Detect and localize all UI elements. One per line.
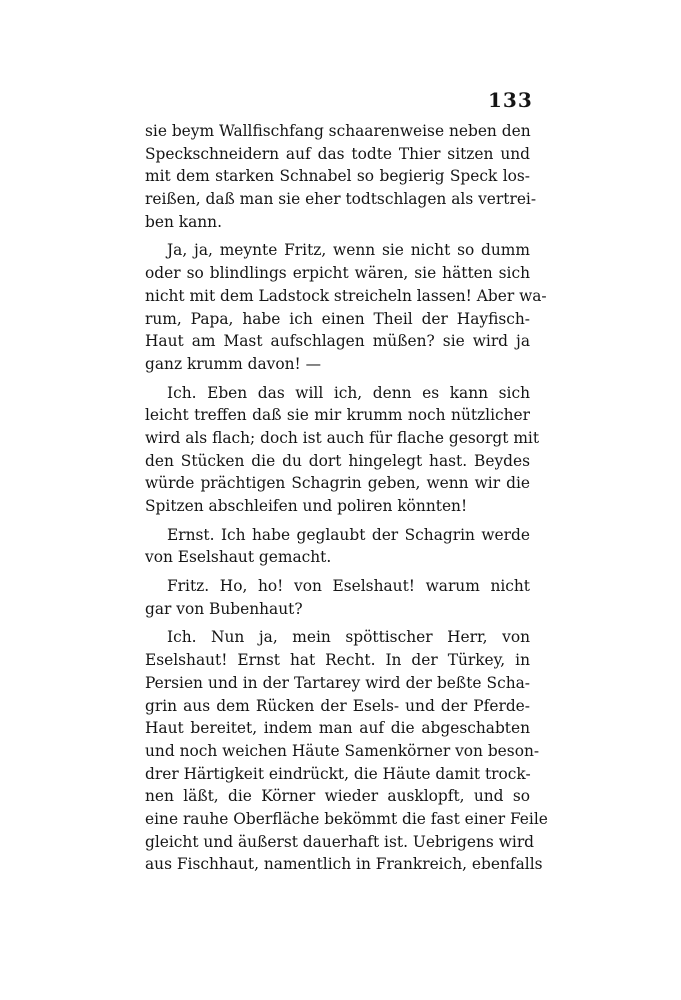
text-line: von Eselshaut gemacht. (145, 548, 332, 567)
text-line: sie beym Wallfischfang schaarenweise neben den (145, 122, 531, 140)
text-line: ganz krumm davon! — (145, 354, 321, 373)
text-line: mit dem starken Schnabel so begierig Speck los- (145, 167, 530, 186)
text-line: wird als flach; doch ist auch für flache gesorgt mit (145, 428, 540, 447)
page-number: 133 (488, 88, 533, 112)
text-line: ben kann. (145, 212, 222, 231)
text-line: nicht mit dem Ladstock streicheln lassen! Aber wa- (145, 286, 547, 305)
text-line: Ich. Nun ja, mein spöttischer Herr, von (167, 628, 530, 647)
text-line: würde prächtigen Schagrin geben, wenn wir die (145, 474, 530, 493)
paragraph (145, 524, 530, 569)
body-text (145, 120, 548, 882)
text-line: und noch weichen Häute Samenkörner von beson- (145, 741, 540, 760)
text-line: Fritz. Ho, ho! von Eselshaut! warum nicht (167, 577, 530, 596)
paragraph (145, 239, 547, 375)
text-line: gar von Bubenhaut? (145, 599, 303, 618)
text-line: drer Härtigkeit eindrückt, die Häute damit trock- (145, 764, 531, 783)
paragraph (145, 382, 540, 518)
text-line: rum, Papa, habe ich einen Theil der Hayfisch- (145, 309, 530, 328)
text-line: leicht treffen daß sie mir krumm noch nützlicher (145, 406, 530, 425)
text-line: Ernst. Ich habe geglaubt der Schagrin werde (167, 525, 530, 544)
text-line: reißen, daß man sie eher todtschlagen als vertrei- (145, 190, 537, 209)
paragraph (145, 575, 530, 620)
text-line: Haut am Mast aufschlagen müßen? sie wird ja (145, 332, 530, 351)
text-line: Ich. Eben das will ich, denn es kann sich (167, 383, 530, 402)
text-line: nen läßt, die Körner wieder ausklopft, und so (145, 787, 530, 806)
text-line: eine rauhe Oberfläche bekömmt die fast einer Feile (145, 809, 548, 828)
text-line: Haut bereitet, indem man auf die abgeschabten (145, 719, 530, 738)
text-line: aus Fischhaut, namentlich in Frankreich, ebenfalls (145, 855, 543, 874)
text-line: Ja, ja, meynte Fritz, wenn sie nicht so dumm (167, 241, 530, 260)
text-line: gleicht und äußerst dauerhaft ist. Uebrigens wird (145, 832, 535, 851)
text-line: Eselshaut! Ernst hat Recht. In der Türkey, in (145, 651, 530, 670)
text-line: den Stücken die du dort hingelegt hast. Beydes (145, 451, 530, 470)
text-line: grin aus dem Rücken der Esels- und der Pferde- (145, 696, 530, 715)
text-line: Speckschneidern auf das todte Thier sitzen und (145, 144, 530, 163)
paragraph (145, 120, 537, 233)
text-line: Spitzen abschleifen und poliren könnten! (145, 497, 468, 515)
text-line: oder so blindlings erpicht wären, sie hätten sich (145, 264, 530, 283)
text-line: Persien und in der Tartarey wird der beßte Scha- (145, 673, 530, 692)
paragraph (145, 626, 548, 876)
